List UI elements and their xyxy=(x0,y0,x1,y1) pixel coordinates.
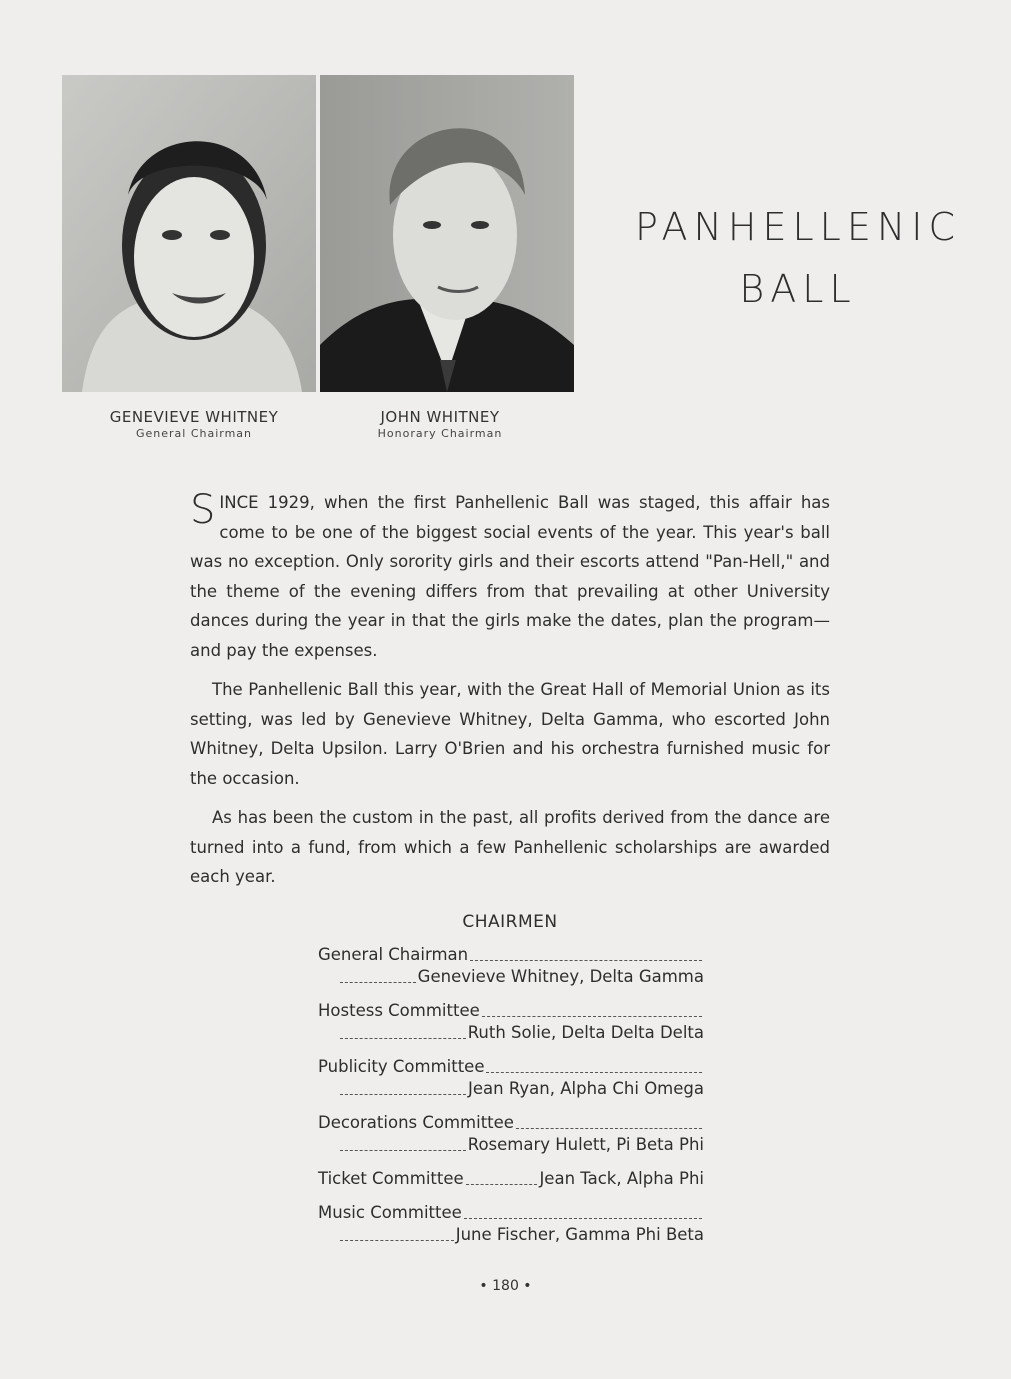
leader-dots xyxy=(482,1015,702,1017)
page-number: • 180 • xyxy=(479,1278,532,1294)
caption-name: JOHN WHITNEY xyxy=(380,408,500,426)
article-body xyxy=(190,488,830,902)
committee-name: Hostess Committee xyxy=(318,1001,480,1020)
committee-entry xyxy=(318,1202,704,1246)
leader-dots xyxy=(340,1239,454,1241)
caption-role: General Chairman xyxy=(135,427,253,440)
caption-left xyxy=(67,408,321,440)
leader-dots xyxy=(340,1037,466,1039)
committee-name: Ticket Committee xyxy=(318,1169,464,1188)
paragraph-1 xyxy=(190,488,830,665)
committee-person: Jean Tack, Alpha Phi xyxy=(539,1169,704,1188)
paragraph-1-text: INCE 1929, when the first Panhellenic Ball was staged, this affair has come to be one of the biggest social events of the year. This year's ball was no exception. Only sorority girls and their escorts attend "Pan-Hell," and the theme of the evening differs from that prevailing at other University dances during the year in that the girls make the dates, plan the program—and pay the expenses. xyxy=(190,493,830,660)
committee-name: Publicity Committee xyxy=(318,1057,485,1076)
leader-dots xyxy=(340,981,416,983)
portrait-john-whitney xyxy=(320,75,574,392)
committee-person: June Fischer, Gamma Phi Beta xyxy=(455,1225,704,1244)
caption-right xyxy=(313,408,567,440)
committee-person: Jean Ryan, Alpha Chi Omega xyxy=(468,1079,704,1098)
committee-entry xyxy=(318,1056,704,1100)
committee-name: Music Committee xyxy=(318,1203,462,1222)
committee-person: Rosemary Hulett, Pi Beta Phi xyxy=(467,1135,704,1154)
committee-list xyxy=(318,944,704,1258)
committee-entry xyxy=(318,1000,704,1044)
portrait-genevieve-whitney xyxy=(62,75,316,392)
caption-name: GENEVIEVE WHITNEY xyxy=(109,408,279,426)
committee-entry xyxy=(318,944,704,988)
paragraph-3: As has been the custom in the past, all profits derived from the dance are turned into a fund, from which a few Panhellenic scholarships are awarded each year. xyxy=(190,808,830,886)
drop-cap: S xyxy=(190,487,216,533)
leader-dots xyxy=(466,1183,538,1185)
title-line-1: PANHELLENIC xyxy=(634,205,961,249)
caption-role: Honorary Chairman xyxy=(377,427,503,440)
title-line-2: BALL xyxy=(739,267,857,311)
committee-person: Ruth Solie, Delta Delta Delta xyxy=(467,1023,704,1042)
leader-dots xyxy=(470,959,702,961)
leader-dots xyxy=(486,1071,702,1073)
chairmen-heading: CHAIRMEN xyxy=(462,912,558,932)
leader-dots xyxy=(340,1093,466,1095)
committee-name: Decorations Committee xyxy=(318,1113,514,1132)
leader-dots xyxy=(516,1127,702,1129)
committee-person: Genevieve Whitney, Delta Gamma xyxy=(417,967,704,986)
committee-entry xyxy=(318,1168,704,1190)
page-title xyxy=(612,196,984,320)
leader-dots xyxy=(340,1149,466,1151)
paragraph-2: The Panhellenic Ball this year, with the Great Hall of Memorial Union as its setting, was led by Genevieve Whitney, Delta Gamma, who escorted John Whitney, Delta Upsilon. Larry O'Brien and his orchestra furnished music for the occasion. xyxy=(190,680,830,788)
committee-entry xyxy=(318,1112,704,1156)
committee-name: General Chairman xyxy=(318,945,469,964)
leader-dots xyxy=(464,1217,702,1219)
